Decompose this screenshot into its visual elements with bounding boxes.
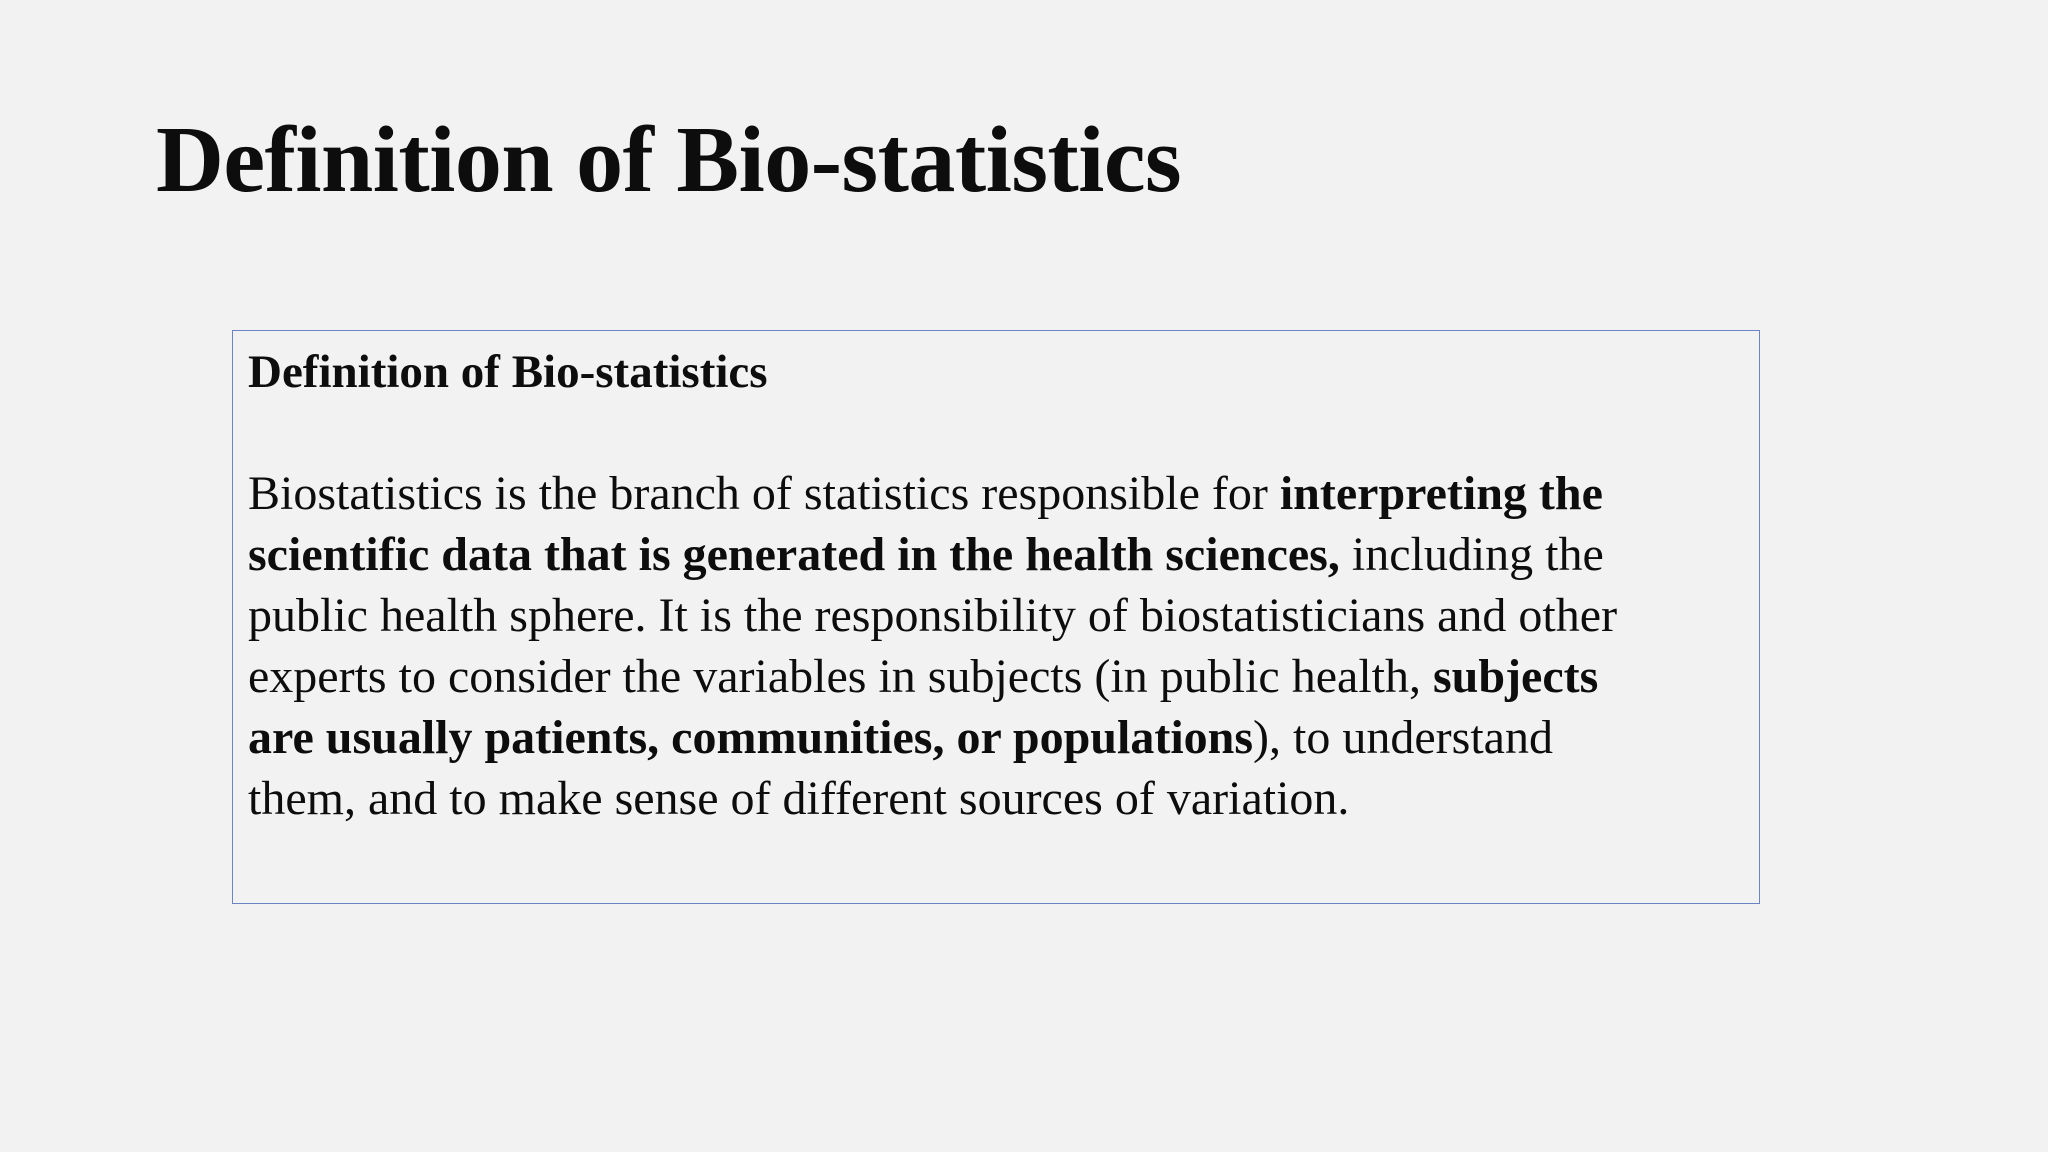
bold-text-run: subjects bbox=[1433, 650, 1599, 703]
bold-text-run: scientific data that is generated in the health sciences, bbox=[248, 528, 1340, 581]
text-run: including the bbox=[1339, 528, 1604, 581]
paragraph-line-1 bbox=[248, 463, 1745, 524]
slide-title: Definition of Bio-statistics bbox=[156, 108, 1182, 212]
text-run: Biostatistics is the branch of statistics responsible for bbox=[248, 467, 1280, 520]
paragraph-line-5 bbox=[248, 707, 1745, 768]
definition-paragraph bbox=[248, 463, 1745, 829]
text-run: experts to consider the variables in subjects (in public health, bbox=[248, 650, 1433, 703]
paragraph-line-4 bbox=[248, 646, 1745, 707]
paragraph-line-6 bbox=[248, 768, 1745, 829]
bold-text-run: are usually patients, communities, or populations bbox=[248, 711, 1254, 764]
text-run: ), to understand bbox=[1253, 711, 1553, 764]
definition-text-box bbox=[232, 330, 1760, 904]
paragraph-line-2 bbox=[248, 524, 1745, 585]
text-run: them, and to make sense of different sources of variation. bbox=[248, 772, 1350, 825]
text-run: public health sphere. It is the responsibility of biostatisticians and other bbox=[248, 589, 1618, 642]
box-heading: Definition of Bio-statistics bbox=[248, 346, 768, 398]
paragraph-line-3 bbox=[248, 585, 1745, 646]
bold-text-run: interpreting the bbox=[1279, 467, 1603, 520]
